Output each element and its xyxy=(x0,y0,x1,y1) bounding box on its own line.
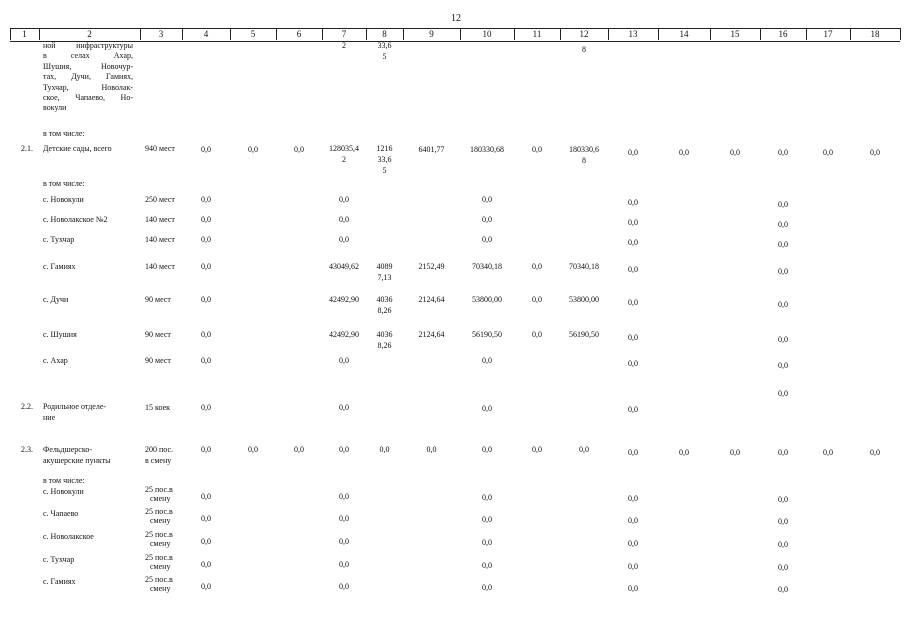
cell-col-5: 0,0 xyxy=(248,445,258,454)
row-capacity: 90 мест xyxy=(145,330,171,339)
cell-col-13: 0,0 xyxy=(628,359,638,368)
row-capacity: смену xyxy=(150,516,171,525)
cell-col-16: 0,0 xyxy=(778,220,788,229)
cell-col-12: 0,0 xyxy=(579,445,589,454)
cell-col-16: 0,0 xyxy=(778,448,788,457)
cell-col-16: 0,0 xyxy=(778,540,788,549)
row-capacity: смену xyxy=(150,494,171,503)
cell-col-8: 5 xyxy=(382,52,387,61)
cell-col-4: 0,0 xyxy=(201,403,211,412)
cell-col-9: 2124,64 xyxy=(418,295,445,304)
cell-col-7: 0,0 xyxy=(339,560,349,569)
row-name: акушерские пункты xyxy=(43,456,111,465)
cell-col-8: 0,0 xyxy=(379,445,390,454)
cell-col-4: 0,0 xyxy=(201,235,211,244)
row-name: Детские сады, всего xyxy=(43,144,112,153)
cell-col-7: 0,0 xyxy=(339,582,349,591)
cell-col-13: 0,0 xyxy=(628,405,638,414)
cell-col-8: 4036 xyxy=(376,295,393,304)
cell-col-7: 128035,4 xyxy=(329,144,359,153)
village-name: с. Дучи xyxy=(43,295,69,304)
cell-col-14: 0,0 xyxy=(679,448,689,457)
cell-col-8: 7,13 xyxy=(377,273,392,282)
cell-col-16: 0,0 xyxy=(778,267,788,276)
column-header: 11 xyxy=(532,29,542,39)
cell-col-8: 33,6 xyxy=(377,41,392,50)
cell-col-16: 0,0 xyxy=(778,300,788,309)
column-header: 7 xyxy=(341,29,347,39)
cell-col-16: 0,0 xyxy=(778,563,788,572)
cell-col-16: 0,0 xyxy=(778,148,788,157)
cell-col-7: 0,0 xyxy=(339,215,349,224)
cell-col-17: 0,0 xyxy=(823,448,833,457)
cell-col-9: 2124,64 xyxy=(418,330,445,339)
column-header: 13 xyxy=(628,29,638,39)
cell-col-6: 0,0 xyxy=(294,445,304,454)
cell-col-4: 0,0 xyxy=(201,514,211,523)
cell-col-13: 0,0 xyxy=(628,265,638,274)
cell-col-7: 42492,90 xyxy=(329,330,359,339)
cell-col-16: 0,0 xyxy=(778,240,788,249)
cell-col-8: 8,26 xyxy=(377,306,392,315)
column-header: 2 xyxy=(87,29,92,39)
cell-col-8: 4089 xyxy=(376,262,393,271)
cell-col-16: 0,0 xyxy=(778,389,788,398)
row-capacity: 940 мест xyxy=(145,144,175,153)
cell-col-8: 5 xyxy=(382,166,387,175)
row-capacity: 140 мест xyxy=(145,262,175,271)
column-header: 16 xyxy=(778,29,788,39)
cell-col-15: 0,0 xyxy=(730,148,740,157)
village-name: с. Чапаево xyxy=(43,509,79,518)
row-capacity: 25 пос.в xyxy=(145,507,173,516)
cell-col-10: 56190,50 xyxy=(472,330,502,339)
cell-col-13: 0,0 xyxy=(628,539,638,548)
cell-col-6: 0,0 xyxy=(294,145,304,154)
cell-col-16: 0,0 xyxy=(778,495,788,504)
cell-col-10: 0,0 xyxy=(482,356,492,365)
column-header: 10 xyxy=(482,29,492,39)
cell-col-9: 0,0 xyxy=(426,445,437,454)
village-name: с. Тухчар xyxy=(43,235,75,244)
row-capacity: смену xyxy=(150,584,171,593)
cell-col-13: 0,0 xyxy=(628,516,638,525)
cell-col-8: 8,26 xyxy=(377,341,392,350)
cell-col-7: 2 xyxy=(342,41,346,50)
cell-col-10: 0,0 xyxy=(482,561,492,570)
cell-col-11: 0,0 xyxy=(532,295,542,304)
cell-col-7: 0,0 xyxy=(339,235,349,244)
column-header: 4 xyxy=(203,29,209,39)
column-header: 15 xyxy=(730,29,740,39)
cell-col-10: 0,0 xyxy=(482,404,492,413)
row-capacity: 200 пос. xyxy=(145,445,174,454)
row-capacity: 15 коек xyxy=(145,403,171,412)
cell-col-16: 0,0 xyxy=(778,200,788,209)
cell-col-10: 0,0 xyxy=(482,583,492,592)
cell-col-10: 0,0 xyxy=(482,195,492,204)
cell-col-10: 53800,00 xyxy=(472,295,502,304)
row-capacity: 90 мест xyxy=(145,295,171,304)
cell-col-7: 0,0 xyxy=(339,492,349,501)
cell-col-13: 0,0 xyxy=(628,494,638,503)
row-number: 2.1. xyxy=(21,144,33,153)
cell-col-13: 0,0 xyxy=(628,298,638,307)
including-label: в том числе: xyxy=(43,129,85,138)
cell-col-7: 2 xyxy=(342,155,346,164)
cell-col-13: 0,0 xyxy=(628,333,638,342)
row-capacity: 90 мест xyxy=(145,356,171,365)
village-name: с. Гамиях xyxy=(43,577,76,586)
intro-line: Тухчар, Новолак- xyxy=(43,82,133,92)
cell-col-15: 0,0 xyxy=(730,448,740,457)
cell-col-5: 0,0 xyxy=(248,145,258,154)
header-rule xyxy=(900,28,901,40)
cell-col-11: 0,0 xyxy=(532,445,542,454)
cell-col-7: 0,0 xyxy=(339,356,349,365)
village-name: с. Тухчар xyxy=(43,555,75,564)
column-header: 6 xyxy=(296,29,302,39)
intro-line: Шушия, Новочур- xyxy=(43,61,133,71)
intro-line: вокули xyxy=(43,103,67,113)
cell-col-4: 0,0 xyxy=(201,582,211,591)
cell-col-7: 0,0 xyxy=(339,537,349,546)
village-name: с. Новокули xyxy=(43,195,84,204)
cell-col-12: 180330,6 xyxy=(569,145,599,154)
cell-col-10: 0,0 xyxy=(482,235,492,244)
cell-col-8: 4036 xyxy=(376,330,393,339)
cell-col-4: 0,0 xyxy=(201,330,211,339)
cell-col-7: 0,0 xyxy=(339,403,349,412)
cell-col-10: 0,0 xyxy=(482,493,492,502)
village-name: с. Новолакское xyxy=(43,532,94,541)
cell-col-10: 0,0 xyxy=(482,445,492,454)
village-name: с. Шушия xyxy=(43,330,77,339)
row-capacity: в смену xyxy=(145,456,172,465)
cell-col-13: 0,0 xyxy=(628,218,638,227)
row-capacity: 25 пос.в xyxy=(145,553,173,562)
cell-col-18: 0,0 xyxy=(870,148,880,157)
cell-col-10: 70340,18 xyxy=(472,262,502,271)
row-capacity: 250 мест xyxy=(145,195,175,204)
cell-col-7: 42492,90 xyxy=(329,295,359,304)
intro-line: ское, Чапаево, Но- xyxy=(43,93,133,102)
cell-col-13: 0,0 xyxy=(628,584,638,593)
cell-col-4: 0,0 xyxy=(201,445,211,454)
row-capacity: 25 пос.в xyxy=(145,530,173,539)
intro-line: ной инфраструктуры xyxy=(43,41,133,50)
cell-col-4: 0,0 xyxy=(201,356,211,365)
row-capacity: смену xyxy=(150,562,171,571)
cell-col-16: 0,0 xyxy=(778,585,788,594)
column-header: 14 xyxy=(679,29,689,39)
row-number: 2.2. xyxy=(21,402,33,411)
cell-col-17: 0,0 xyxy=(823,148,833,157)
cell-col-14: 0,0 xyxy=(679,148,689,157)
cell-col-7: 0,0 xyxy=(339,195,349,204)
cell-col-4: 0,0 xyxy=(201,215,211,224)
cell-col-12: 53800,00 xyxy=(569,295,599,304)
intro-line: тах, Дучи, Гамиях, xyxy=(43,72,133,82)
cell-col-7: 0,0 xyxy=(339,445,349,454)
row-capacity: смену xyxy=(150,539,171,548)
cell-col-13: 0,0 xyxy=(628,448,638,457)
cell-col-12: 56190,50 xyxy=(569,330,599,339)
cell-col-16: 0,0 xyxy=(778,361,788,370)
row-capacity: 140 мест xyxy=(145,235,175,244)
cell-col-10: 0,0 xyxy=(482,538,492,547)
cell-col-4: 0,0 xyxy=(201,295,211,304)
cell-col-4: 0,0 xyxy=(201,560,211,569)
cell-col-4: 0,0 xyxy=(201,195,211,204)
cell-col-8: 33,6 xyxy=(377,155,392,164)
cell-col-12: 70340,18 xyxy=(569,262,599,271)
cell-col-13: 0,0 xyxy=(628,198,638,207)
column-header: 8 xyxy=(382,29,387,39)
cell-col-11: 0,0 xyxy=(532,330,542,339)
cell-col-10: 180330,68 xyxy=(470,145,504,154)
including-label: в том числе: xyxy=(43,179,85,188)
page-number: 12 xyxy=(451,13,461,24)
column-header: 12 xyxy=(579,29,589,39)
cell-col-4: 0,0 xyxy=(201,537,211,546)
cell-col-10: 0,0 xyxy=(482,215,492,224)
village-name: с. Ахар xyxy=(43,356,68,365)
cell-col-9: 6401,77 xyxy=(418,145,445,154)
row-name: ние xyxy=(43,413,56,422)
cell-col-7: 0,0 xyxy=(339,514,349,523)
column-header: 5 xyxy=(250,29,256,39)
row-name: Фельдшерско- xyxy=(43,445,92,454)
cell-col-13: 0,0 xyxy=(628,562,638,571)
cell-col-11: 0,0 xyxy=(532,262,542,271)
row-capacity: 25 пос.в xyxy=(145,575,173,584)
cell-col-12: 8 xyxy=(582,45,586,54)
village-name: с. Новокули xyxy=(43,487,84,496)
cell-col-11: 0,0 xyxy=(532,145,542,154)
row-name: Родильное отделе- xyxy=(43,402,107,411)
intro-line: в селах Ахар, xyxy=(43,51,133,61)
cell-col-9: 2152,49 xyxy=(418,262,445,271)
row-capacity: 25 пос.в xyxy=(145,485,173,494)
cell-col-4: 0,0 xyxy=(201,145,211,154)
cell-col-16: 0,0 xyxy=(778,517,788,526)
cell-col-4: 0,0 xyxy=(201,262,211,271)
cell-col-7: 43049,62 xyxy=(329,262,359,271)
cell-col-4: 0,0 xyxy=(201,492,211,501)
column-header: 1 xyxy=(22,29,27,39)
including-label: в том числе: xyxy=(43,476,85,485)
row-capacity: 140 мест xyxy=(145,215,175,224)
cell-col-13: 0,0 xyxy=(628,148,638,157)
column-header: 9 xyxy=(429,29,434,39)
village-name: с. Новолакское №2 xyxy=(43,215,108,224)
column-header: 18 xyxy=(870,29,880,39)
cell-col-13: 0,0 xyxy=(628,238,638,247)
row-number: 2.3. xyxy=(21,445,33,454)
column-header: 3 xyxy=(158,29,164,39)
cell-col-10: 0,0 xyxy=(482,515,492,524)
village-name: с. Гамиях xyxy=(43,262,76,271)
cell-col-16: 0,0 xyxy=(778,335,788,344)
cell-col-18: 0,0 xyxy=(870,448,880,457)
column-header: 17 xyxy=(823,29,833,39)
cell-col-12: 8 xyxy=(582,156,586,165)
cell-col-8: 1216 xyxy=(376,144,393,153)
